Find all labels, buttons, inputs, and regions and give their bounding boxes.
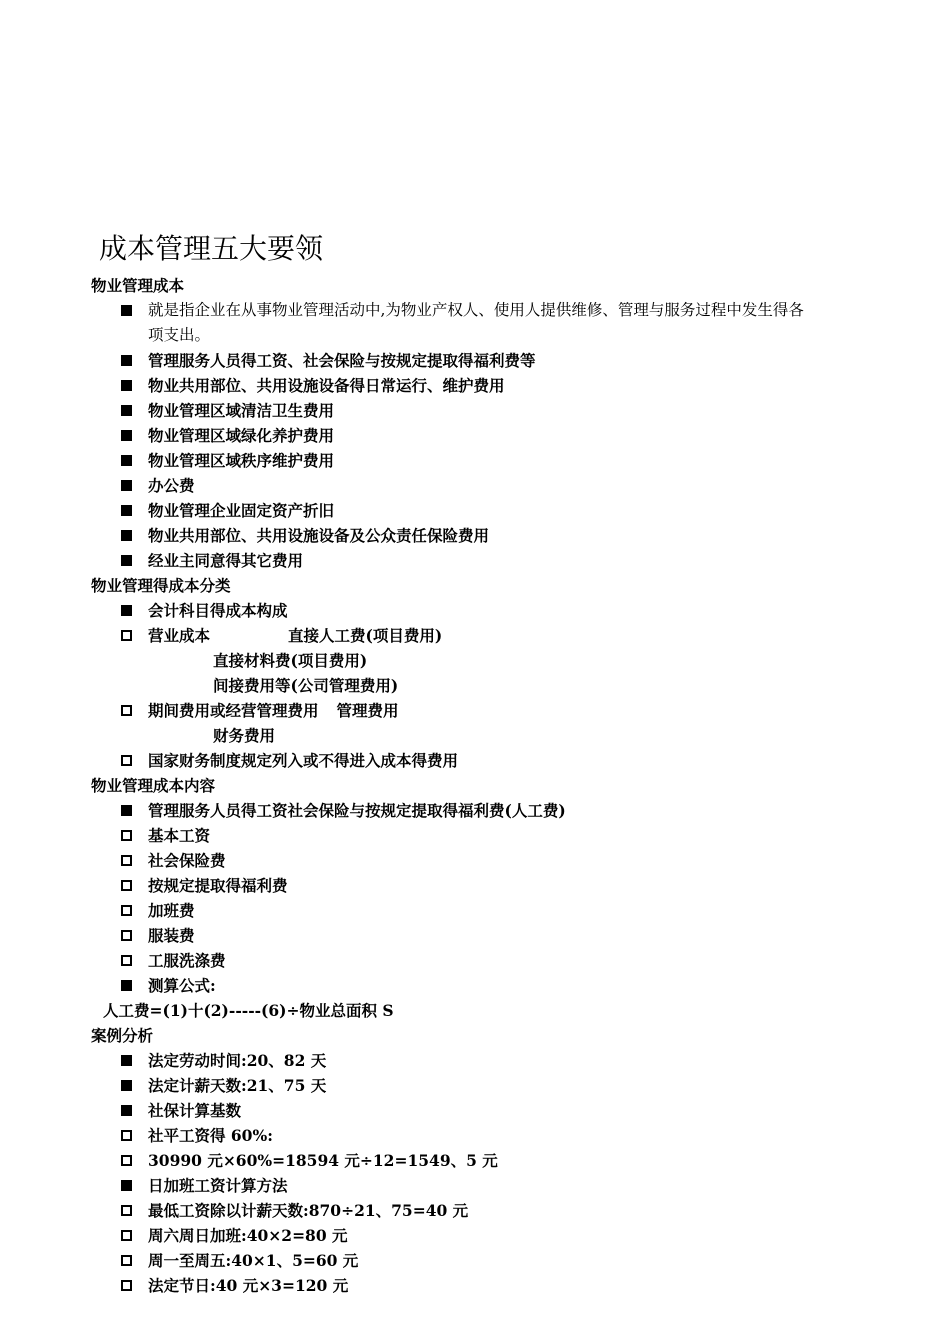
list-item-continuation: 财务费用: [213, 726, 276, 745]
formula-text: 人工费=(1)十(2)-----(6)÷物业总面积 S: [103, 1001, 394, 1020]
square-bullet-icon: [121, 455, 132, 466]
list-item: 法定计薪天数:21、75 天: [0, 1073, 950, 1098]
list-item: 国家财务制度规定列入或不得进入成本得费用: [0, 748, 950, 773]
hollow-square-bullet-icon: [121, 880, 132, 891]
square-bullet-icon: [121, 305, 132, 316]
list-item: 管理服务人员得工资、社会保险与按规定提取得福利费等: [0, 348, 950, 373]
document-body: [0, 273, 950, 1298]
section-heading-content: 物业管理成本内容: [91, 776, 216, 795]
square-bullet-icon: [121, 430, 132, 441]
list-item: 经业主同意得其它费用: [0, 548, 950, 573]
list-item: 社保计算基数: [0, 1098, 950, 1123]
list-item: 物业管理区域绿化养护费用: [0, 423, 950, 448]
list-item: 期间费用或经营管理费用 管理费用: [0, 698, 950, 723]
list-item: 物业共用部位、共用设施设备得日常运行、维护费用: [0, 373, 950, 398]
square-bullet-icon: [121, 505, 132, 516]
hollow-square-bullet-icon: [121, 755, 132, 766]
list-item: 基本工资: [0, 823, 950, 848]
square-bullet-icon: [121, 355, 132, 366]
list-item-continuation: 项支出。: [148, 326, 211, 344]
list-item: 管理服务人员得工资社会保险与按规定提取得福利费(人工费): [0, 798, 950, 823]
hollow-square-bullet-icon: [121, 830, 132, 841]
hollow-square-bullet-icon: [121, 1155, 132, 1166]
list-item: 就是指企业在从事物业管理活动中,为物业产权人、使用人提供维修、管理与服务过程中发生得各: [0, 298, 950, 323]
hollow-square-bullet-icon: [121, 905, 132, 916]
list-item: 最低工资除以计薪天数:870÷21、75=40 元: [0, 1198, 950, 1223]
hollow-square-bullet-icon: [121, 1130, 132, 1141]
square-bullet-icon: [121, 605, 132, 616]
list-item: 法定节日:40 元×3=120 元: [0, 1273, 950, 1298]
square-bullet-icon: [121, 530, 132, 541]
hollow-square-bullet-icon: [121, 1255, 132, 1266]
section-heading-case: 案例分析: [91, 1026, 154, 1045]
list-item: 日加班工资计算方法: [0, 1173, 950, 1198]
list-item: 30990 元×60%=18594 元÷12=1549、5 元: [0, 1148, 950, 1173]
list-item: 加班费: [0, 898, 950, 923]
square-bullet-icon: [121, 1055, 132, 1066]
list-item: 物业管理企业固定资产折旧: [0, 498, 950, 523]
document-title: 成本管理五大要领: [99, 232, 324, 265]
square-bullet-icon: [121, 1180, 132, 1191]
list-item: 工服洗涤费: [0, 948, 950, 973]
list-item: 测算公式:: [0, 973, 950, 998]
list-item: 按规定提取得福利费: [0, 873, 950, 898]
hollow-square-bullet-icon: [121, 930, 132, 941]
list-item: 周一至周五:40×1、5=60 元: [0, 1248, 950, 1273]
section-heading-classification: 物业管理得成本分类: [91, 576, 231, 595]
list-item: 社平工资得 60%:: [0, 1123, 950, 1148]
square-bullet-icon: [121, 1080, 132, 1091]
list-item: 会计科目得成本构成: [0, 598, 950, 623]
list-item: 营业成本 直接人工费(项目费用): [0, 623, 950, 648]
square-bullet-icon: [121, 480, 132, 491]
section-heading-cost: 物业管理成本: [91, 276, 185, 295]
square-bullet-icon: [121, 980, 132, 991]
list-item: 物业管理区域清洁卫生费用: [0, 398, 950, 423]
list-item: 社会保险费: [0, 848, 950, 873]
list-item: 办公费: [0, 473, 950, 498]
hollow-square-bullet-icon: [121, 855, 132, 866]
square-bullet-icon: [121, 555, 132, 566]
square-bullet-icon: [121, 805, 132, 816]
hollow-square-bullet-icon: [121, 1205, 132, 1216]
list-item-continuation: 间接费用等(公司管理费用): [213, 676, 399, 695]
hollow-square-bullet-icon: [121, 630, 132, 641]
list-item-continuation: 直接材料费(项目费用): [213, 651, 368, 670]
list-item: 服装费: [0, 923, 950, 948]
list-item: 法定劳动时间:20、82 天: [0, 1048, 950, 1073]
hollow-square-bullet-icon: [121, 1230, 132, 1241]
square-bullet-icon: [121, 380, 132, 391]
hollow-square-bullet-icon: [121, 955, 132, 966]
hollow-square-bullet-icon: [121, 1280, 132, 1291]
list-item: 物业共用部位、共用设施设备及公众责任保险费用: [0, 523, 950, 548]
list-item: 物业管理区域秩序维护费用: [0, 448, 950, 473]
square-bullet-icon: [121, 1105, 132, 1116]
square-bullet-icon: [121, 405, 132, 416]
hollow-square-bullet-icon: [121, 705, 132, 716]
list-item: 周六周日加班:40×2=80 元: [0, 1223, 950, 1248]
